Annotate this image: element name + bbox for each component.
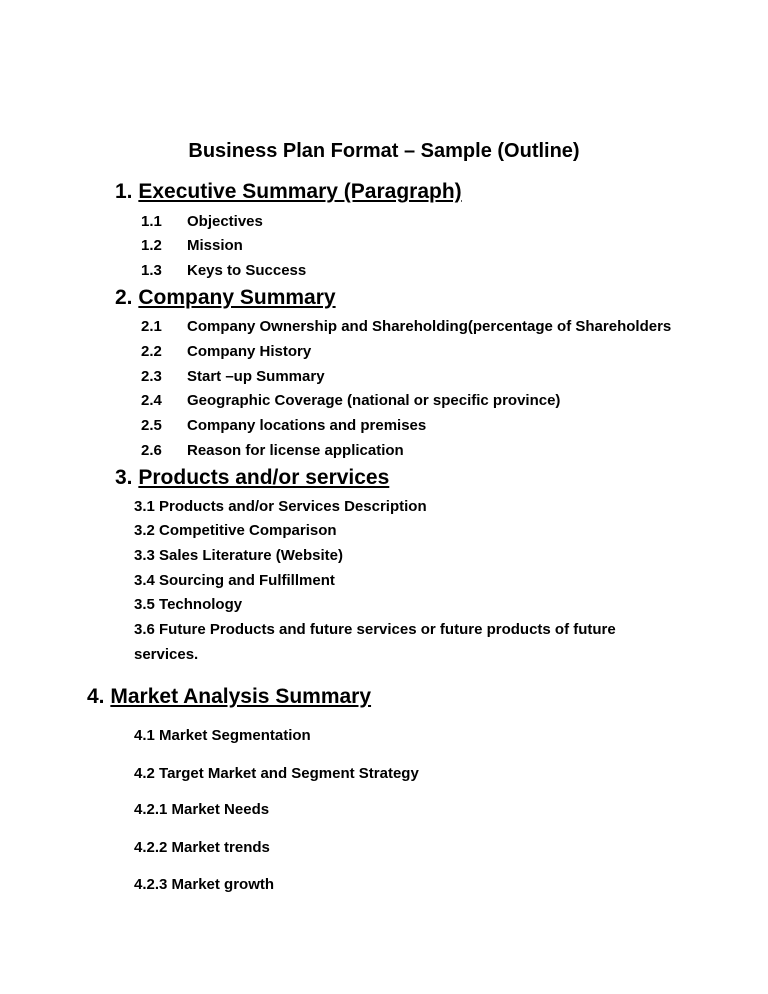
list-item: 3.5 Technology xyxy=(134,596,243,613)
list-item: 2.1 Company Ownership and Shareholding(percentage of Shareholders xyxy=(141,318,672,335)
section-heading-executive-summary xyxy=(115,180,462,204)
section-label: Executive Summary (Paragraph) xyxy=(138,180,462,203)
list-item: 4.2.2 Market trends xyxy=(134,839,270,856)
list-item: 3.1 Products and/or Services Description xyxy=(134,498,427,515)
list-item: 1.2 Mission xyxy=(141,237,243,254)
section-label: Market Analysis Summary xyxy=(110,685,372,708)
list-item: 4.2 Target Market and Segment Strategy xyxy=(134,765,419,782)
section-label: Company Summary xyxy=(138,286,336,309)
section-heading-market-analysis xyxy=(87,685,371,709)
list-item: 4.2.1 Market Needs xyxy=(134,801,270,818)
list-item: 2.4 Geographic Coverage (national or specific province) xyxy=(141,392,561,409)
section-number: 3. xyxy=(115,466,133,489)
list-item: 4.2.3 Market growth xyxy=(134,876,275,893)
section-heading-products-services xyxy=(115,466,389,490)
list-item: 3.6 Future Products and future services or future products of future xyxy=(134,621,616,638)
page-title: Business Plan Format – Sample (Outline) xyxy=(188,140,580,162)
section-number: 2. xyxy=(115,286,133,309)
list-item: 2.2 Company History xyxy=(141,343,312,360)
section-label: Products and/or services xyxy=(138,466,390,489)
list-item: 4.1 Market Segmentation xyxy=(134,727,311,744)
list-item: 3.3 Sales Literature (Website) xyxy=(134,547,343,564)
list-item: 1.3 Keys to Success xyxy=(141,262,307,279)
section-heading-company-summary xyxy=(115,286,336,310)
list-item: 3.2 Competitive Comparison xyxy=(134,522,337,539)
list-item: 2.5 Company locations and premises xyxy=(141,417,427,434)
list-item: 2.6 Reason for license application xyxy=(141,442,404,459)
list-item: services. xyxy=(134,646,199,663)
section-number: 4. xyxy=(87,685,105,708)
list-item: 3.4 Sourcing and Fulfillment xyxy=(134,572,335,589)
list-item: 1.1 Objectives xyxy=(141,213,263,230)
section-number: 1. xyxy=(115,180,133,203)
list-item: 2.3 Start –up Summary xyxy=(141,368,325,385)
